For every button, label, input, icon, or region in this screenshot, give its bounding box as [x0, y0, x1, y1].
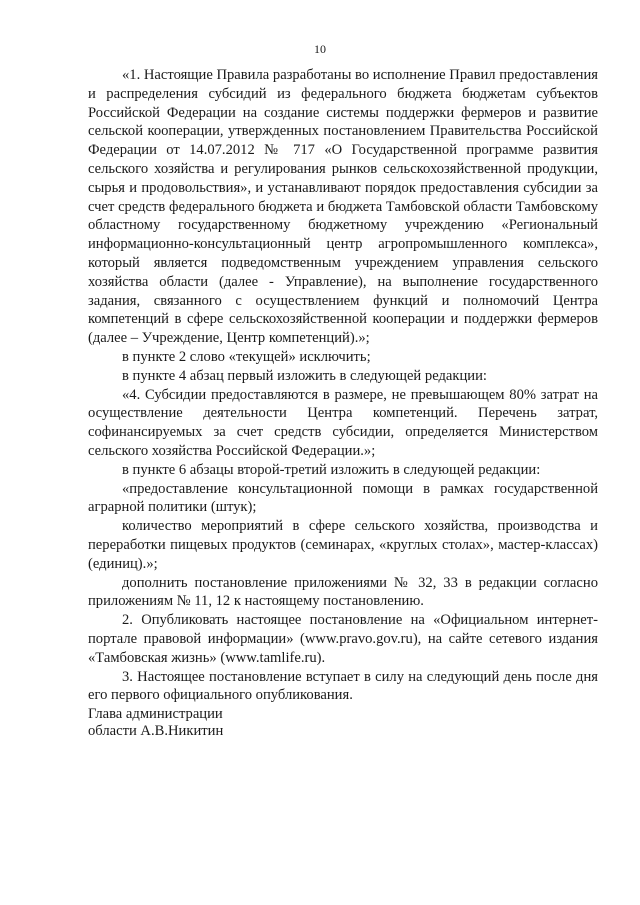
paragraph-appendices: дополнить постановление приложениями № 32, 33 в редакции согласно приложениям № 11, 12 к настоящему постановлению. [88, 574, 598, 610]
paragraph-point-4-text: «4. Субсидии предоставляются в размере, не превышающем 80% затрат на осуществление деятельности Центра компетенций. Перечень затрат, софинансируемых за счет средств субсидии, определяется Министерством сельского хозяйства Российской Федерации.»; [88, 386, 598, 459]
paragraph-point-4-intro: в пункте 4 абзац первый изложить в следующей редакции: [122, 367, 487, 384]
signature-block [88, 706, 223, 740]
document-body [88, 66, 598, 705]
paragraph-publication: 2. Опубликовать настоящее постановление на «Официальном интернет-портале правовой информации» (www.pravo.gov.ru), на сайте сетевого издания «Тамбовская жизнь» (www.tamlife.ru). [88, 612, 598, 666]
signature-title: Глава администрации [88, 706, 223, 722]
paragraph-rules-clause-1: «1. Настоящие Правила разработаны во исполнение Правил предоставления и распределения субсидий из федерального бюджета бюджетам субъектов Российской Федерации на создание системы поддержки фермеров и развитие сельской кооперации, утвержденных постановлением Правительства Российской Федерации от 14.07.2012 № 717 «О Государственной программе развития сельского хозяйства и регулирования рынков сельскохозяйственной продукции, сырья и продовольствия», и устанавливают порядок предоставления субсидии за счет средств федерального бюджета и бюджета Тамбовской области Тамбовскому областному государственному бюджетному учреждению «Региональный информационно-консультационный центр агропромышленного комплекса», который является подведомственным учреждением управления сельского хозяйства области (далее - Управление), на выполнение государственного задания, связанного с осуществлением функций и полномочий Центра компетенций в сфере сельскохозяйственной кооперации и поддержки фермеров (далее – Учреждение, Центр компетенций).»; [88, 67, 599, 347]
page-number: 10 [314, 42, 326, 56]
signature-name: области А.В.Никитин [88, 723, 224, 739]
paragraph-point-2-amendment: в пункте 2 слово «текущей» исключить; [122, 348, 371, 365]
paragraph-point-6-item-1: «предоставление консультационной помощи в рамках государственной аграрной политики (штук); [88, 480, 598, 516]
paragraph-point-6-item-2: количество мероприятий в сфере сельского хозяйства, производства и переработки пищевых продуктов (семинарах, «круглых столах», мастер-классах) (единиц).»; [88, 518, 598, 572]
paragraph-point-6-intro: в пункте 6 абзацы второй-третий изложить в следующей редакции: [122, 461, 541, 478]
paragraph-effective-date: 3. Настоящее постановление вступает в силу на следующий день после дня его первого официального опубликования. [88, 668, 598, 704]
